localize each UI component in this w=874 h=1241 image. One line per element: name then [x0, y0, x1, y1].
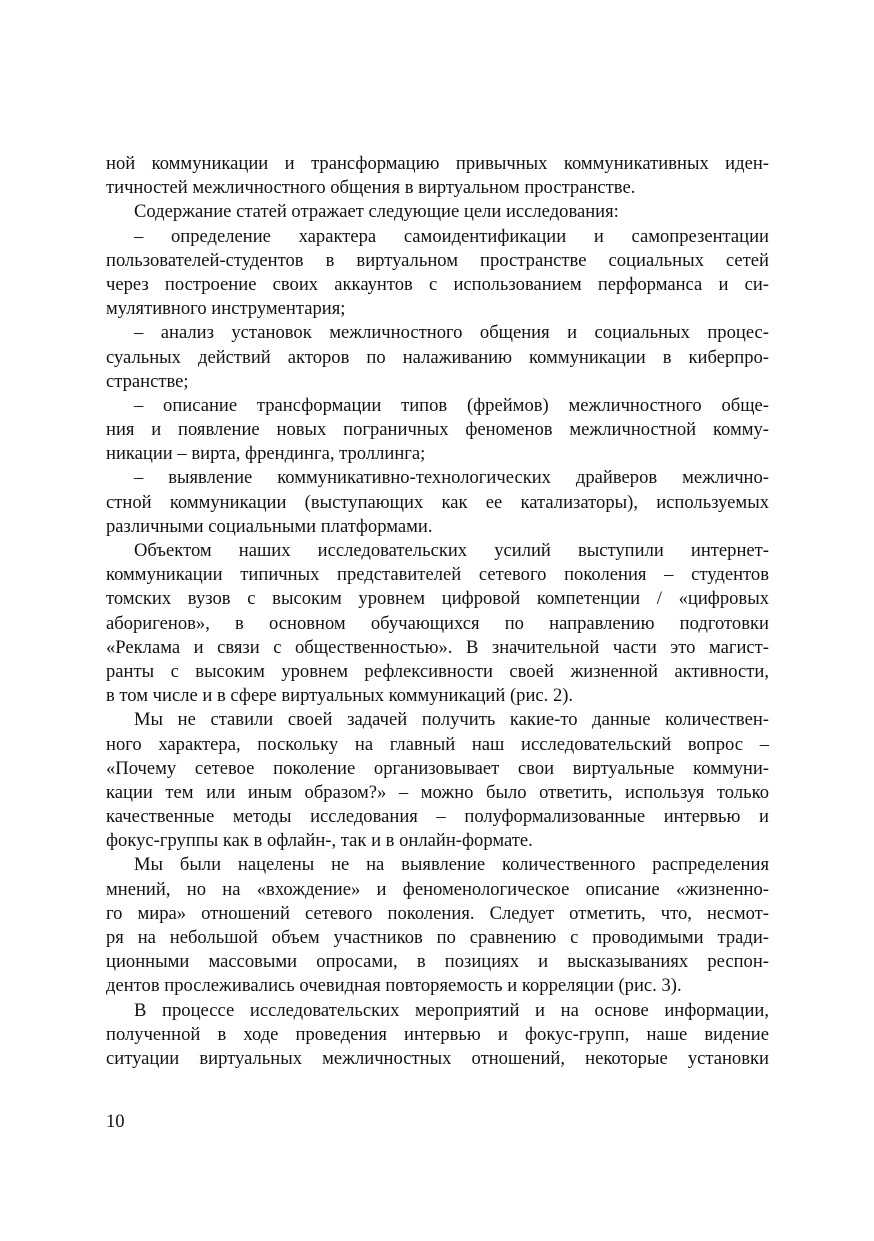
text-line: – выявление коммуникативно-технологических драйверов межлично- — [134, 467, 769, 489]
text-line: Объектом наших исследовательских усилий выступили интернет- — [134, 540, 769, 561]
text-line: томских вузов с высоким уровнем цифровой компетенции / «цифровых — [106, 588, 769, 610]
text-line: ционными массовыми опросами, в позициях и высказываниях респон- — [106, 951, 769, 973]
page-number: 10 — [106, 1111, 125, 1132]
text-line: аборигенов», в основном обучающихся по направлению подготовки — [106, 612, 769, 634]
text-line: ранты с высоким уровнем рефлексивности своей жизненной активности, — [106, 660, 769, 682]
text-line: качественные методы исследования – полуформализованные интервью и — [106, 806, 769, 828]
text-line: кации тем или иным образом?» – можно было ответить, используя только — [106, 781, 769, 803]
text-line: – анализ установок межличностного общения и социальных процес- — [134, 322, 769, 344]
text-line: пользователей-студентов в виртуальном пространстве социальных сетей — [106, 249, 769, 271]
text-line: дентов прослеживались очевидная повторяемость и корреляции (рис. 3). — [106, 975, 682, 997]
text-line: ситуации виртуальных межличностных отношений, некоторые установки — [106, 1047, 769, 1069]
text-line: коммуникации типичных представителей сетевого поколения – студентов — [106, 564, 769, 586]
text-line: мулятивного инструментария; — [106, 298, 346, 320]
text-line: тичностей межличностного общения в виртуальном пространстве. — [106, 177, 636, 199]
text-line: «Реклама и связи с общественностью». В значительной части это магист- — [106, 636, 769, 658]
text-line: странстве; — [106, 370, 189, 392]
text-line: – описание трансформации типов (фреймов) межличностного обще- — [134, 394, 769, 416]
text-line: стной коммуникации (выступающих как ее катализаторы), используемых — [106, 491, 769, 513]
text-line: ного характера, поскольку на главный наш исследовательский вопрос – — [106, 733, 769, 755]
text-line: полученной в ходе проведения интервью и фокус-групп, наше видение — [106, 1023, 769, 1045]
text-line: через построение своих аккаунтов с использованием перформанса и си- — [106, 273, 769, 295]
text-line: в том числе и в сфере виртуальных коммуникаций (рис. 2). — [106, 685, 574, 707]
text-line: ной коммуникации и трансформацию привычных коммуникативных иден- — [106, 153, 769, 174]
text-line: ния и появление новых пограничных феноменов межличностной комму- — [106, 419, 769, 441]
text-line: «Почему сетевое поколение организовывает свои виртуальные коммуни- — [106, 757, 769, 779]
text-line: Мы не ставили своей задачей получить какие-то данные количествен- — [134, 709, 769, 731]
text-line: различными социальными платформами. — [106, 515, 433, 537]
text-line: – определение характера самоидентификации и самопрезентации — [134, 225, 769, 247]
page-body — [106, 152, 769, 1071]
text-line: ря на небольшой объем участников по сравнению с проводимыми тради- — [106, 927, 769, 948]
text-line: суальных действий акторов по налаживанию коммуникации в киберпро- — [106, 346, 769, 368]
text-line: фокус-группы как в офлайн-, так и в онлайн-формате. — [106, 830, 533, 852]
text-line: Мы были нацелены не на выявление количественного распределения — [134, 854, 769, 876]
text-line: никации – вирта, френдинга, троллинга; — [106, 443, 426, 465]
text-line: мнений, но на «вхождение» и феноменологическое описание «жизненно- — [106, 878, 769, 900]
text-line: Содержание статей отражает следующие цели исследования: — [134, 201, 619, 223]
text-line: В процессе исследовательских мероприятий и на основе информации, — [134, 999, 769, 1021]
text-line: го мира» отношений сетевого поколения. Следует отметить, что, несмот- — [106, 902, 769, 924]
